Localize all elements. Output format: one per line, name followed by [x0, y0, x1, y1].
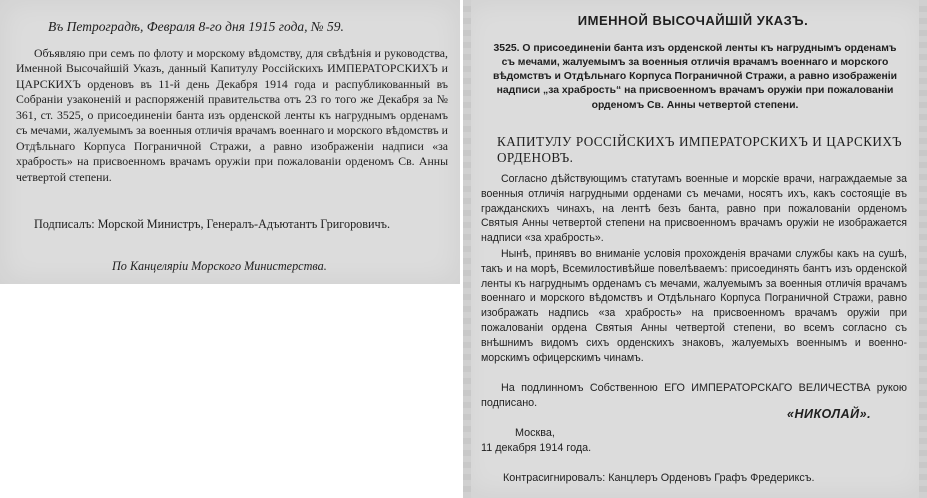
date-of-signing: 11 декабря 1914 года.: [481, 442, 592, 454]
decree-paragraph-2: Нынѣ, принявъ во вниманіе условія прохожденія врачами службы какъ на сушѣ, такъ и на морѣ, Всемилостивѣйше повелѣваемъ: присоединять бантъ изъ орденской ленты къ нагруднымъ орденамъ съ мечами, жалуемымъ за военныя отличія врачамъ военнаго и морского вѣдомствъ и Отдѣльнаго Корпуса Пограничной Стражи, равно изображать надпись «за храбрость» на присвоенномъ врачамъ оружіи при пожалованіи ордена Святыя Анны четвертой степени, во всемъ согласно съ внѣшнимъ видомъ сихъ орденскихъ знаковъ, жалуемыхъ военнымъ и военно-морскимъ офицерскимъ чинамъ.: [481, 248, 907, 364]
right-margin-bleed: [919, 0, 927, 498]
left-document-page: [0, 0, 460, 284]
decree-summary: 3525. О присоединеніи банта изъ орденской ленты къ нагруднымъ орденамъ съ мечами, жалуемымъ за военныя отличія врачамъ военнаго и морского вѣдомствъ и Отдѣльнаго Корпуса Пограничной Стражи, а равно изображеніи надписи „за храбрость“ на присвоенномъ врачамъ оружіи при пожалованіи орденомъ Св. Анны четвертой степени.: [492, 43, 898, 111]
place-of-signing: Москва,: [515, 427, 555, 439]
countersignature: Контрасигнировалъ: Канцлеръ Орденовъ Графъ Фредериксъ.: [503, 472, 815, 484]
decree-heading: ИМЕННОЙ ВЫСОЧАЙШІЙ УКАЗЪ.: [577, 13, 809, 28]
original-signature-note: На подлинномъ Собственною ЕГО ИМПЕРАТОРСКАГО ВЕЛИЧЕСТВА рукою подписано.: [481, 382, 907, 409]
right-document-page: [463, 0, 927, 498]
decree-addressee: КАПИТУЛУ РОССІЙСКИХЪ ИМПЕРАТОРСКИХЪ И ЦАРСКИХЪ ОРДЕНОВЪ.: [497, 134, 902, 165]
decree-paragraph-1: Согласно дѣйствующимъ статутамъ военные и морскіе врачи, награждаемые за военныя отличія нагрудными орденами съ мечами, носятъ ихъ, какъ состоящіе въ гражданскихъ чинахъ, на лентѣ безъ банта, равно при пожалованіи орденомъ Святыя Анны четвертой степени на присвоенномъ врачамъ оружіи не изображается надписи «за храбрость».: [481, 173, 907, 245]
left-margin-bleed: [463, 0, 471, 498]
dateline: Въ Петроградѣ, Февраля 8-го дня 1915 года, № 59.: [48, 19, 344, 34]
signed-by-minister: Подписалъ: Морской Министръ, Генералъ-Адъютантъ Григоровичъ.: [34, 217, 391, 231]
imperial-signature: «НИКОЛАЙ».: [787, 407, 872, 421]
announcement-text: Объявляю при семъ по флоту и морскому вѣдомству, для свѣдѣнія и руководства, Именной Высочайшій Указъ, данный Капитулу Россійскихъ ИМПЕРАТОРСКИХЪ и ЦАРСКИХЪ орденовъ въ 11-й день Декабря 1914 года и распубликованный въ Собраніи узаконеній и распоряженій правительства отъ 23 го того же Декабря за № 361, ст. 3525, о присоединеніи банта изъ орденской ленты къ нагруднымъ орденамъ съ мечами, жалуемымъ за военныя отличія врачамъ военнаго и морского вѣдомствъ и Отдѣльнаго Корпуса Пограничной Стражи, а равно изображеніи надписи «за храбрость» на присвоенномъ врачамъ оружіи при пожалованіи орденомъ Св. Анны четвертой степени.: [16, 46, 448, 184]
chancellery-note: По Канцеляріи Морского Министерства.: [112, 259, 327, 273]
